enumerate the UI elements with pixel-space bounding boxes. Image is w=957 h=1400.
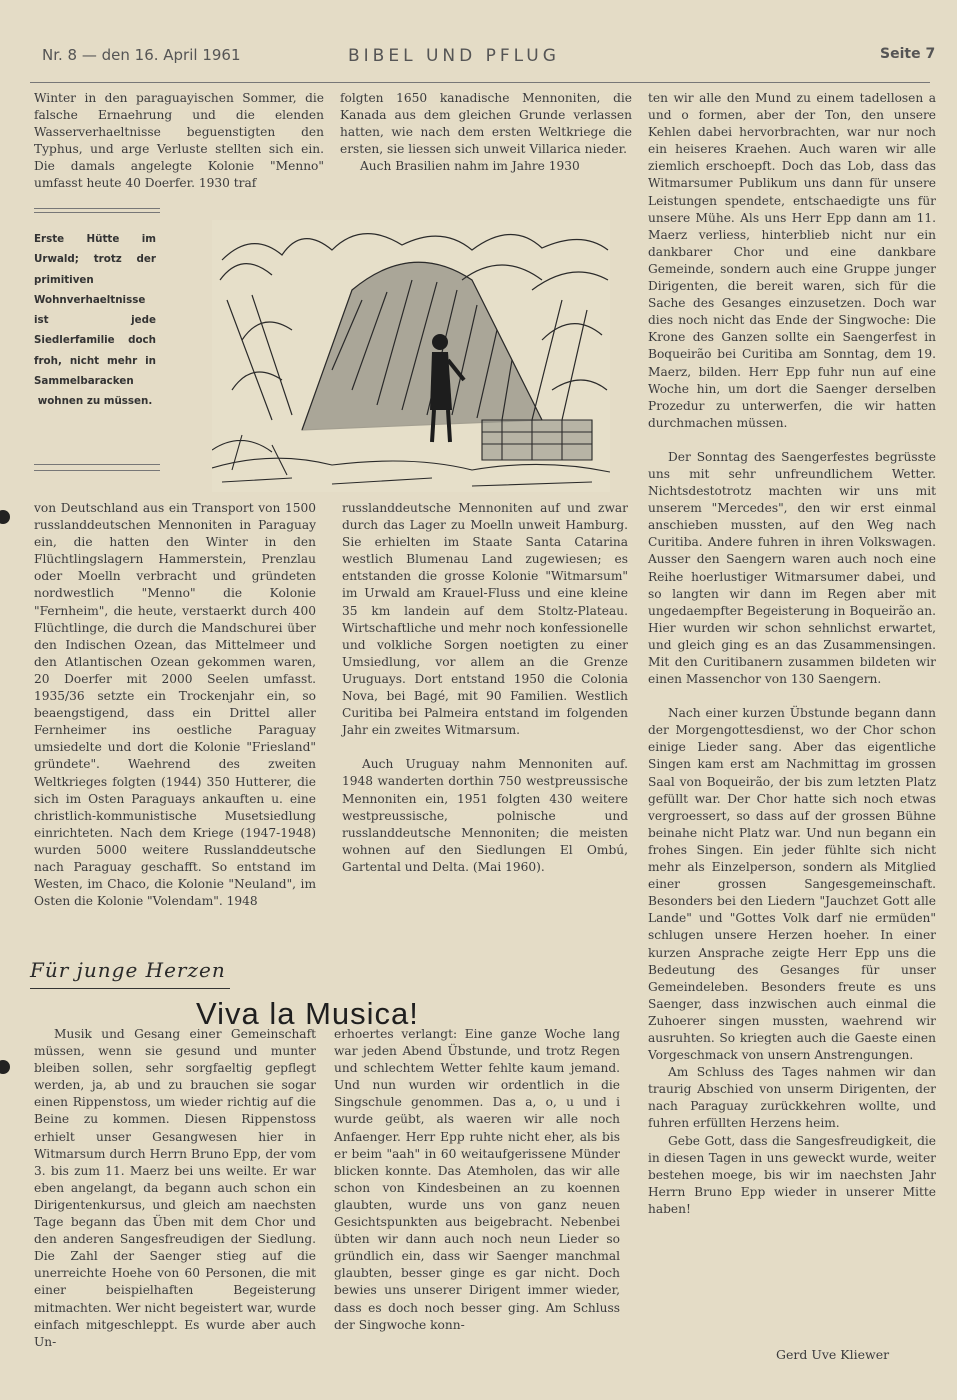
- caption-rule-bottom-2: [34, 470, 160, 471]
- kicker-underline: [30, 988, 230, 989]
- photo-caption: Erste Hütte im Urwald; trotz der primitiven Wohnverhaeltnisse ist jede Siedlerfamilie doch froh, nicht mehr in Sammelbaracken wohnen zu müssen.: [34, 233, 156, 408]
- caption-rule-top-2: [34, 212, 160, 213]
- article2-col3-text-5: Gebe Gott, dass die Sangesfreudigkeit, die in diesen Tagen in uns geweckt wurde, weiter bestehen moege, bis wir im naechsten Jahr Herrn Bruno Epp wieder in unserer Mitte haben!: [648, 1133, 936, 1216]
- article2-col3-text-4: Am Schluss des Tages nahmen wir dan traurig Abschied von unserm Dirigenten, der nach Paraguay zurückkehren wollte, und fuhren erfüllten Herzens heim.: [648, 1065, 936, 1131]
- header-rule: [30, 82, 930, 83]
- article2-col1-text: Musik und Gesang einer Gemeinschaft müssen, wenn sie gesund und munter bleiben sollen, sehr sorgfaeltig gepflegt werden, ja, ab und zu brauchen sie sogar einen Rippenstoss, um wieder richtig auf die Beine zu kommen. Diesen Rippenstoss erhielt unser Gesangwesen hier in Witmarsum durch Herrn Bruno Epp, der vom 3. bis zum 11. Maerz bei uns weilte. Er war eben angelangt, da begann auch schon ein Dirigentenkursus, und gleich am naechsten Tage begann das Üben mit dem Chor und den anderen Sangesfreudigen der Siedlung. Die Zahl der Saenger stieg auf die unerreichte Hoehe von 60 Personen, die mit einer beispielhaften Begeisterung mitmachten. Wer nicht begeistert war, wurde einfach mitgeschleppt. Es wurde aber auch Un-: [34, 1027, 316, 1349]
- article1-col2-top-text: folgten 1650 kanadische Mennoniten, die Kanada aus dem gleichen Grunde verlassen hatten, wie nach dem ersten Weltkriege die ersten, sie liessen sich unweit Villarica nieder.: [340, 91, 632, 157]
- article2-col3: [648, 90, 936, 1218]
- article1-col2-bottom-text-2: Auch Uruguay nahm Mennoniten auf. 1948 wanderten dorthin 750 westpreussische Mennoniten ein, 1951 folgten 430 weitere westpreussische, polnische und russlanddeutsche Mennoniten; die meisten wohnen auf den Siedlungen El Ombú, Gartental und Delta. (Mai 1960).: [342, 757, 628, 874]
- article2-col3-text-2: Der Sonntag des Saengerfestes begrüsste uns mit sehr unfreundlichem Wetter. Nichtsdestotrotz machten wir uns mit unserem "Mercedes", den wir erst einmal anschieben mussten, auf den Weg nach Curitiba. Andere fuhren in ihren Volkswagen. Ausser den Saengern waren auch noch eine Reihe hoerlustiger Witmarsumer dabei, und so langten wir dann im Regen aber mit ungedaempfter Begeisterung in Boqueirão an. Hier wurden wir schon sehnlichst erwartet, und gleich ging es an das Zusammensingen. Mit den Curitibanern zusammen bildeten wir einen Massenchor von 130 Saengern.: [648, 449, 936, 687]
- author-signature: Gerd Uve Kliewer: [776, 1347, 890, 1362]
- article2-col1: [34, 1026, 316, 1351]
- issue-date: Nr. 8 — den 16. April 1961: [42, 46, 241, 64]
- hut-illustration: [212, 220, 610, 492]
- punch-hole-top: [0, 510, 10, 524]
- article1-col1-top: [34, 90, 324, 193]
- article-headline: Viva la Musica!: [196, 996, 419, 1031]
- punch-hole-bottom: [0, 1060, 10, 1074]
- article1-col2-top-text-2: Auch Brasilien nahm im Jahre 1930: [360, 159, 580, 174]
- page-number: Seite 7: [880, 46, 936, 62]
- article2-col2-text: erhoertes verlangt: Eine ganze Woche lang war jeden Abend Übstunde, und trotz Regen und schlechtem Wetter fehlte kaum jemand. Und nun wurden wir ordentlich in die Singschule genommen. Das a, o, u und i wurde geübt, als waeren wir alle noch Anfaenger. Herr Epp ruhte nicht eher, als bis er beim "aah" in 60 weitaufgerissene Münder blicken konnte. Das Atemholen, das wir alle schon von Kindesbeinen an zu koennen glaubten, wurde uns von ganz neuen Gesichtspunkten aus beigebracht. Nebenbei übten wir dann auch noch neun Lieder so gründlich ein, dass wir Saenger manchmal glaubten, besser ginge es gar nicht. Doch bewies uns unserer Dirigent immer wieder, dass es doch noch besser ging. Am Schluss der Singwoche konn-: [334, 1027, 620, 1332]
- article2-col3-text-3: Nach einer kurzen Übstunde begann dann der Morgengottesdienst, wo der Chor schon einige Lieder sang. Aber das eigentliche Singen kam erst am Nachmittag im grossen Saal von Boqueirão, der bis zum letzten Platz gefüllt war. Der Chor hatte sich noch etwas vergroessert, so dass auf der grossen Bühne beinahe nicht Platz war. Und nun begann ein frohes Singen. Ein jeder fühlte sich nicht mehr als Einzelperson, sondern als Mitglied einer grossen Sangesgemeinschaft. Besonders bei den Liedern "Jauchzet Gott alle Lande" und "Gottes Volk darf nie ermüden" schlugen unsere Herzen hoeher. In einer kurzen Ansprache zeigte Herr Epp uns die Bedeutung des Gesanges für unser Gemeindeleben. Besonders freute es uns Saenger, dass inzwischen auch einmal die Zuhoerer singen mussten, waehrend wir ausruhten. So kriegten auch die Gaeste einen Vorgeschmack von unsern Anstrengungen.: [648, 706, 936, 1063]
- article1-col2-bottom-text: russlanddeutsche Mennoniten auf und zwar durch das Lager zu Moelln unweit Hamburg. Sie erhielten im Staate Santa Catarina westlich Blumenau Land zugewiesen; es entstanden die grosse Kolonie "Witmarsum" im Urwald am Krauel-Fluss und eine kleine 35 km landein auf dem Stoltz-Plateau. Wirtschaftliche und mehr noch konfessionelle und volkliche Sorgen noetigten zu einer Umsiedlung, vor allem an die Grenze Uruguays. Dort entstand 1950 die Colonia Nova, bei Bagé, mit 90 Familien. Westlich Curitiba bei Palmeira entstand im folgenden Jahr ein zweites Witmarsum.: [342, 501, 628, 738]
- masthead-title: BIBEL UND PFLUG: [348, 46, 560, 66]
- article1-col1-top-text: Winter in den paraguayischen Sommer, die falsche Ernaehrung und die elenden Wasserverhaeltnisse beguenstigten den Typhus, und arge Verluste stellten sich ein. Die damals angelegte Kolonie "Menno" umfasst heute 40 Doerfer. 1930 traf: [34, 91, 324, 191]
- article1-col1-bottom-text: von Deutschland aus ein Transport von 1500 russlanddeutschen Mennoniten in Paraguay ein, die hatten den Winter in den Flüchtlingslagern Hammerstein, Prenzlau oder Moelln verbracht und gründeten nordwestlich "Menno" die Kolonie "Fernheim", die heute, verstaerkt durch 400 Flüchtlinge, die durch die Mandschurei über den Indischen Ozean, das Mittelmeer und den Atlantischen Ozean gekommen waren, 20 Doerfer mit 2000 Seelen umfasst. 1935/36 setzte ein Trockenjahr ein, so beaengstigend, dass ein Drittel aller Fernheimer ins oestliche Paraguay umsiedelte und dort die Kolonie "Friesland" gründete". Waehrend des zweiten Weltkrieges folgten (1944) 350 Hutterer, die sich im Osten Paraguays ankauften u. eine christlich-kommunistische Musetsiedlung einrichteten. Nach dem Kriege (1947-1948) wurden 5000 weitere Russlanddeutsche nach Paraguay geschafft. So entstand im Westen, im Chaco, die Kolonie "Neuland", im Osten die Kolonie "Volendam". 1948: [34, 501, 316, 909]
- article2-col2: [334, 1026, 620, 1334]
- caption-rule-top: [34, 208, 160, 209]
- article1-col2-top: [340, 90, 632, 175]
- article2-col3-text-1: ten wir alle den Mund zu einem tadellosen a und o formen, aber der Ton, den unsere Kehlen dabei hervorbrachten, war nur noch ein heiseres Kraehen. Auch waren wir alle ziemlich erschoepft. Doch das Lob, dass das Witmarsumer Publikum uns dann für unsere Leistungen spendete, entschaedigte uns für unsere Mühe. Als uns Herr Epp dann am 11. Maerz verliess, hinterblieb nicht nur ein dankbarer Chor und eine dankbare Gemeinde, sondern auch eine Gruppe junger Dirigenten, die bereit waren, sich für die Sache des Gesanges einzusetzen. Doch war dies noch nicht das Ende der Singwoche: Die Krone des Ganzen sollte ein Saengerfest in Boqueirão bei Curitiba am Sonntag, dem 19. Maerz, bilden. Herr Epp fuhr nun auf eine Woche hin, um dort die Saenger derselben Prozedur zu unterwerfen, die wir hatten durchmachen müssen.: [648, 91, 936, 430]
- caption-rule-bottom: [34, 464, 160, 465]
- article1-col2-bottom: [342, 500, 628, 876]
- article1-col1-bottom: [34, 500, 316, 910]
- section-kicker: Für junge Herzen: [30, 958, 226, 982]
